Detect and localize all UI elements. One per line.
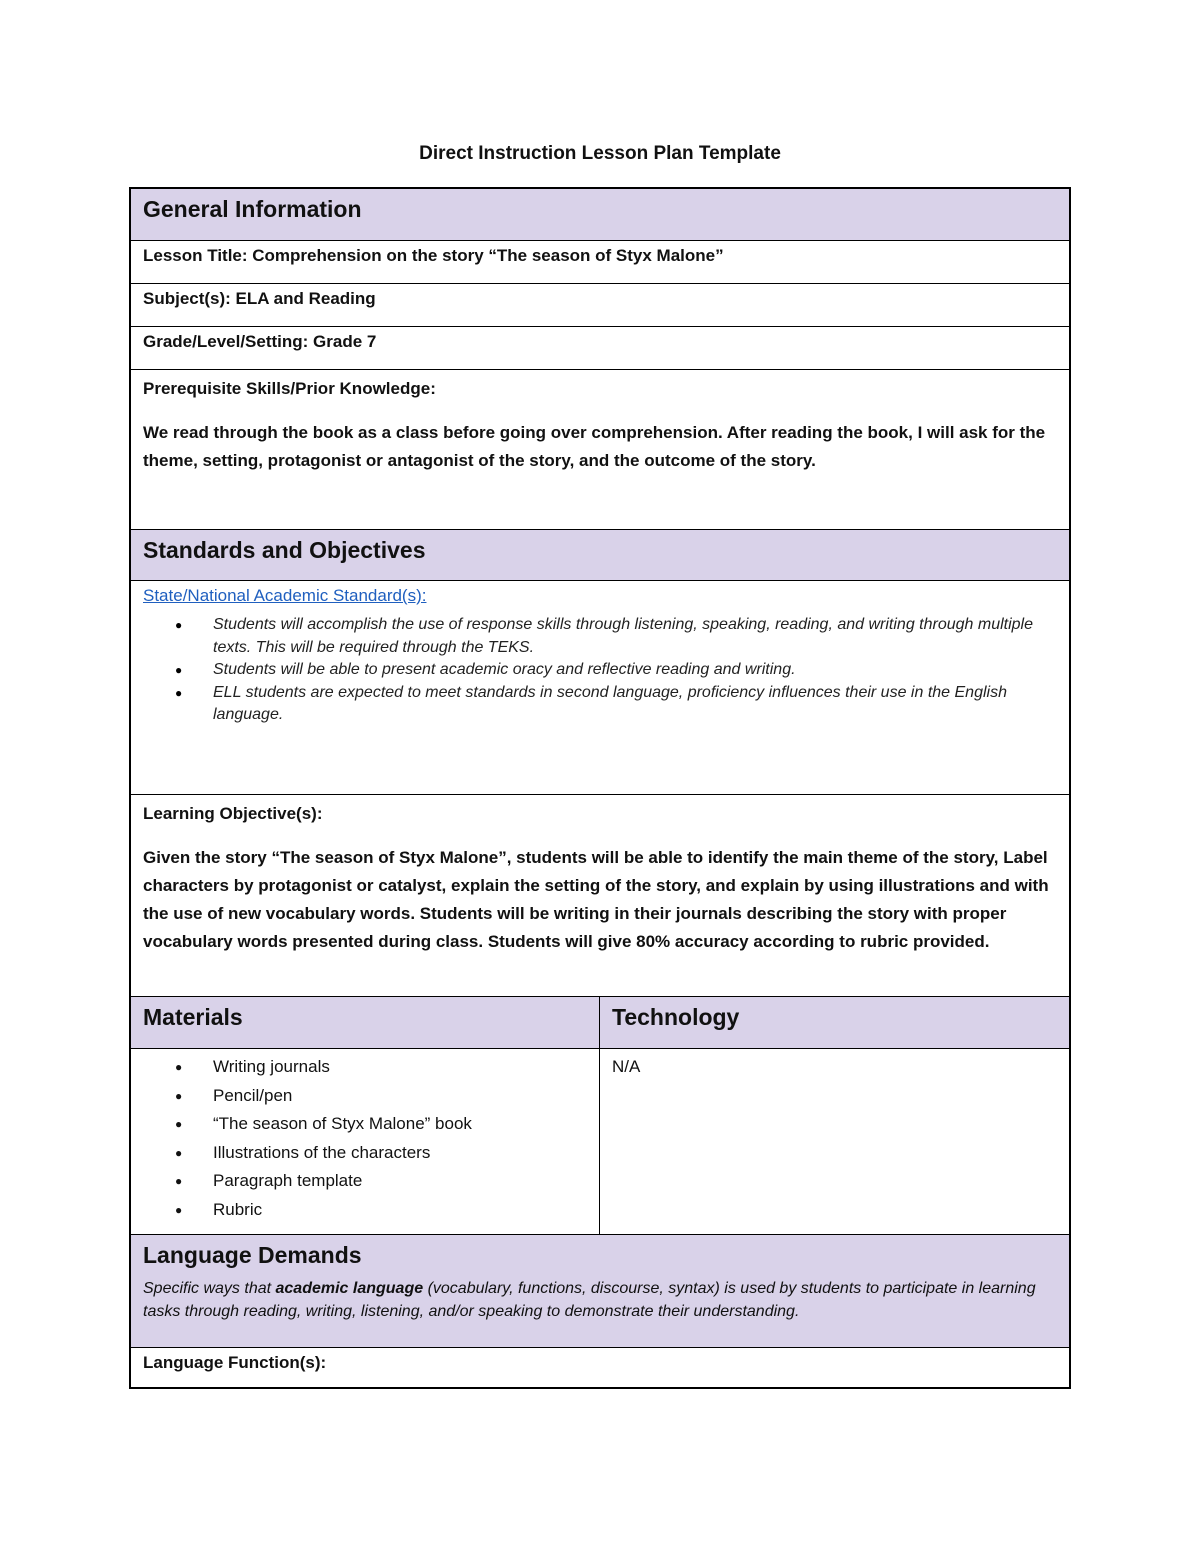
technology-value: N/A xyxy=(612,1057,641,1076)
language-demands-description: Specific ways that academic language (vocabulary, functions, discourse, syntax) is used by students to participate in learning tasks through reading, writing, listening, and/or speaking to demonstrate their understanding. xyxy=(143,1280,1036,1320)
standard-item: ● Students will accomplish the use of response skills through listening, speaking, reading, and writing through multiple texts. This will be required through the TEKS. xyxy=(213,614,1057,659)
standard-item: ● Students will be able to present academic oracy and reflective reading and writing. xyxy=(213,659,1057,682)
lesson-title-row: Lesson Title: Comprehension on the story “The season of Styx Malone” xyxy=(131,240,1069,283)
material-item: ● Pencil/pen xyxy=(213,1082,587,1111)
material-item: ● Paragraph template xyxy=(213,1167,587,1196)
learning-objective-label: Learning Objective(s): xyxy=(143,804,323,823)
material-item: ● “The season of Styx Malone” book xyxy=(213,1110,587,1139)
language-demands-header: Language Demands xyxy=(143,1242,362,1268)
materials-technology-header-row xyxy=(131,996,1069,1048)
general-information-header: General Information xyxy=(131,189,1069,240)
learning-objective-row xyxy=(131,794,1069,996)
lesson-plan-table xyxy=(129,187,1071,1389)
academic-standards-link[interactable]: State/National Academic Standard(s): xyxy=(143,586,427,605)
grade-level-row: Grade/Level/Setting: Grade 7 xyxy=(131,326,1069,369)
materials-technology-content-row xyxy=(131,1048,1069,1234)
material-item: ● Illustrations of the characters xyxy=(213,1139,587,1168)
materials-list xyxy=(143,1053,587,1224)
academic-language-term: academic language xyxy=(275,1280,424,1297)
language-functions-row: Language Function(s): xyxy=(131,1347,1069,1387)
academic-standards-row xyxy=(131,580,1069,794)
document-title: Direct Instruction Lesson Plan Template xyxy=(419,143,781,164)
standards-objectives-header: Standards and Objectives xyxy=(131,529,1069,580)
standard-item: ● ELL students are expected to meet standards in second language, proficiency influences their use in the English language. xyxy=(213,682,1057,727)
prerequisite-text: We read through the book as a class before going over comprehension. After reading the book, I will ask for the theme, setting, protagonist or antagonist of the story, and the outcome of the story. xyxy=(143,423,1046,470)
material-item: ● Rubric xyxy=(213,1196,587,1225)
learning-objective-text: Given the story “The season of Styx Malone”, students will be able to identify the main theme of the story, Label characters by protagonist or catalyst, explain the setting of the story, and explain by using illustrations and with the use of new vocabulary words. Students will be writing in their journals describing the story with proper vocabulary words presented during class. Students will give 80% accuracy according to rubric provided. xyxy=(143,848,1049,951)
material-item: ● Writing journals xyxy=(213,1053,587,1082)
subjects-row: Subject(s): ELA and Reading xyxy=(131,283,1069,326)
materials-header: Materials xyxy=(131,997,600,1048)
standards-list xyxy=(143,614,1057,727)
language-demands-section xyxy=(131,1234,1069,1347)
materials-cell xyxy=(131,1049,600,1234)
prerequisite-label: Prerequisite Skills/Prior Knowledge: xyxy=(143,379,436,398)
technology-header: Technology xyxy=(600,997,1069,1048)
prerequisite-row xyxy=(131,369,1069,529)
